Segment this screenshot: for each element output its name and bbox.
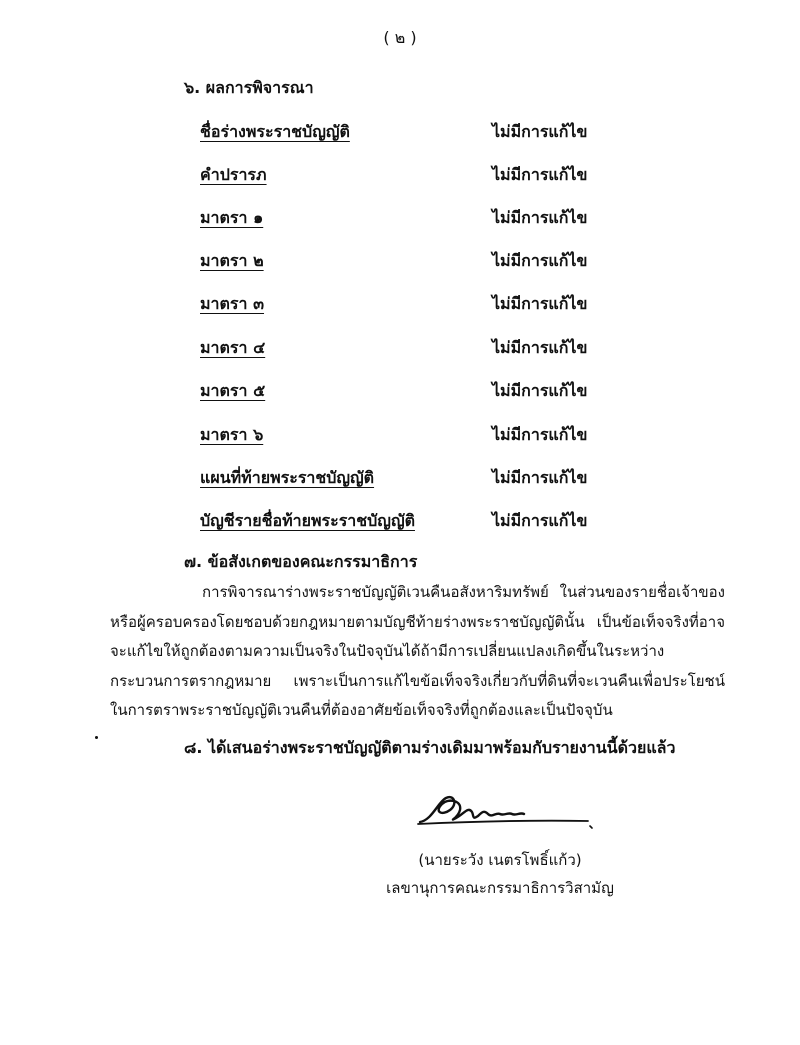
result-row	[200, 336, 620, 360]
result-row	[200, 466, 620, 490]
signer-name: (นายระวัง เนตรโพธิ์แก้ว)	[418, 851, 582, 869]
result-item: มาตรา ๖	[200, 425, 264, 444]
signature	[412, 790, 602, 840]
result-status: ไม่มีการแก้ไข	[492, 122, 588, 141]
result-status: ไม่มีการแก้ไข	[492, 425, 588, 444]
result-item: มาตรา ๕	[200, 381, 266, 400]
result-item: มาตรา ๓	[200, 294, 265, 313]
result-status: ไม่มีการแก้ไข	[492, 381, 588, 400]
result-item: มาตรา ๔	[200, 338, 266, 357]
result-row	[200, 292, 620, 316]
result-row	[200, 206, 620, 230]
result-item: บัญชีรายชื่อท้ายพระราชบัญญัติ	[200, 511, 415, 530]
section-6-heading: ๖. ผลการพิจารณา	[184, 78, 314, 97]
result-status: ไม่มีการแก้ไข	[492, 251, 588, 270]
result-item: แผนที่ท้ายพระราชบัญญัติ	[200, 468, 375, 487]
result-status: ไม่มีการแก้ไข	[492, 468, 588, 487]
result-row	[200, 120, 620, 144]
result-row	[200, 509, 620, 533]
result-status: ไม่มีการแก้ไข	[492, 338, 588, 357]
page-number: ( ๒ )	[383, 28, 417, 47]
result-row	[200, 163, 620, 187]
result-status: ไม่มีการแก้ไข	[492, 208, 588, 227]
section-7-heading: ๗. ข้อสังเกตของคณะกรรมาธิการ	[184, 552, 418, 571]
section-8-heading: ๘. ได้เสนอร่างพระราชบัญญัติตามร่างเดิมมาพร้อมกับรายงานนี้ด้วยแล้ว	[184, 738, 676, 757]
result-row	[200, 423, 620, 447]
result-row	[200, 249, 620, 273]
result-item: คำปรารภ	[200, 165, 267, 184]
bullet-dot	[95, 736, 98, 739]
result-status: ไม่มีการแก้ไข	[492, 511, 588, 530]
signer-title: เลขานุการคณะกรรมาธิการวิสามัญ	[386, 879, 614, 897]
result-status: ไม่มีการแก้ไข	[492, 294, 588, 313]
result-item: มาตรา ๑	[200, 208, 264, 227]
result-item: ชื่อร่างพระราชบัญญัติ	[200, 122, 350, 141]
result-item: มาตรา ๒	[200, 251, 264, 270]
result-row	[200, 379, 620, 403]
section-7-body: การพิจารณาร่างพระราชบัญญัติเวนคืนอสังหาริมทรัพย์ ในส่วนของรายชื่อเจ้าของหรือผู้ครอบครองโดยชอบด้วยกฎหมายตามบัญชีท้ายร่างพระราชบัญญัตินั้น เป็นข้อเท็จจริงที่อาจจะแก้ไขให้ถูกต้องตามความเป็นจริงในปัจจุบันได้ถ้ามีการเปลี่ยนแปลงเกิดขึ้นในระหว่างกระบวนการตรากฎหมาย เพราะเป็นการแก้ไขข้อเท็จจริงเกี่ยวกับที่ดินที่จะเวนคืนเพื่อประโยชน์ในการตราพระราชบัญญัติเวนคืนที่ต้องอาศัยข้อเท็จจริงที่ถูกต้องและเป็นปัจจุบัน	[110, 583, 725, 719]
result-status: ไม่มีการแก้ไข	[492, 165, 588, 184]
